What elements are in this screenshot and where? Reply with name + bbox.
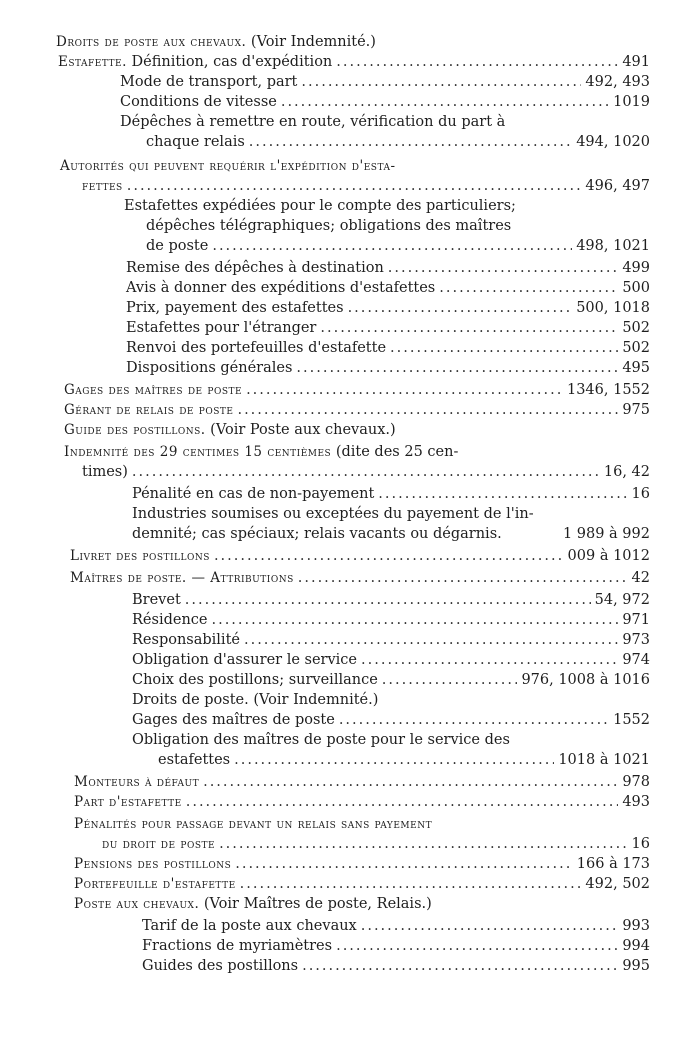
entry-label <box>132 690 378 710</box>
index-entry <box>120 112 505 132</box>
entry-label <box>64 400 233 420</box>
page-reference: 491 <box>622 54 650 70</box>
index-entry <box>74 792 650 812</box>
index-entry <box>102 834 650 854</box>
page-reference: 1552 <box>613 712 650 728</box>
entry-heading: Gages des maîtres de poste <box>132 712 335 728</box>
entry-label <box>132 650 357 670</box>
entry-label <box>64 420 396 440</box>
leader-dots <box>127 176 582 196</box>
leader-dots <box>302 956 618 976</box>
page-reference: 1 989 à 992 <box>562 526 650 542</box>
entry-heading: Autorités qui peuvent requérir l'expédition d'esta- <box>60 158 396 174</box>
entry-heading: Responsabilité <box>132 632 240 648</box>
entry-label <box>64 380 242 400</box>
index-entry <box>120 92 650 112</box>
leader-dots <box>298 568 628 588</box>
entry-label <box>74 854 231 874</box>
leader-dots <box>390 338 618 358</box>
page-reference: 494, 1020 <box>576 134 650 150</box>
entry-label <box>74 772 199 792</box>
leader-dots <box>235 854 573 874</box>
entry-note: (Voir Maîtres de poste, Relais.) <box>199 896 432 912</box>
index-entry <box>74 814 432 834</box>
leader-dots <box>320 318 618 338</box>
page-reference: 492, 493 <box>585 74 650 90</box>
leader-dots <box>378 484 627 504</box>
entry-heading: Poste aux chevaux. <box>74 896 200 912</box>
leader-dots <box>219 834 627 854</box>
entry-heading: chaque relais <box>146 134 245 150</box>
leader-dots <box>361 916 619 936</box>
entry-label <box>132 524 502 544</box>
index-entry <box>132 670 650 690</box>
entry-note: (Voir Poste aux chevaux.) <box>205 422 396 438</box>
entry-label <box>146 216 511 236</box>
entry-heading: Livret des postillons <box>70 548 210 564</box>
index-entry <box>132 690 378 710</box>
leader-dots <box>336 52 618 72</box>
index-entry <box>74 874 650 894</box>
entry-heading: Monteurs à défaut <box>74 774 200 790</box>
page-reference: 976, 1008 à 1016 <box>521 672 650 688</box>
page-reference: 16 <box>631 836 650 852</box>
index-entry <box>60 156 396 176</box>
index-entry <box>132 650 650 670</box>
entry-heading: du droit de poste <box>102 836 216 852</box>
leader-dots <box>249 132 572 152</box>
page-reference: 499 <box>622 260 650 276</box>
entry-heading: Indemnité des 29 centimes 15 centièmes <box>64 444 332 460</box>
index-entry <box>142 936 650 956</box>
entry-label <box>132 630 240 650</box>
index-entry <box>64 442 458 462</box>
entry-heading: Avis à donner des expéditions d'estafettes <box>126 280 436 296</box>
index-entry <box>132 730 510 750</box>
entry-label <box>132 730 510 750</box>
leader-dots <box>439 278 618 298</box>
index-entry <box>124 196 516 216</box>
entry-heading: Part d'estafette <box>74 794 182 810</box>
entry-label <box>158 750 230 770</box>
entry-heading: Brevet <box>132 592 181 608</box>
entry-heading: Gérant de relais de poste <box>64 402 234 418</box>
entry-heading: Guides des postillons <box>142 958 299 974</box>
entry-heading: demnité; cas spéciaux; relais vacants ou dégarnis. <box>132 526 502 542</box>
page-reference: 973 <box>622 632 650 648</box>
index-entry <box>132 524 650 544</box>
entry-heading: Tarif de la poste aux chevaux <box>142 918 357 934</box>
entry-heading: dépêches télégraphiques; obligations des maîtres <box>146 218 512 234</box>
leader-dots <box>348 298 573 318</box>
entry-label <box>70 568 294 588</box>
entry-heading: Prix, payement des estafettes <box>126 300 344 316</box>
entry-note: (dite des 25 cen- <box>331 444 459 460</box>
entry-heading: Résidence <box>132 612 208 628</box>
entry-heading: Droits de poste aux chevaux. <box>56 34 247 50</box>
entry-note: (Voir Indemnité.) <box>246 34 376 50</box>
index-entry <box>158 750 650 770</box>
index-entry <box>142 956 650 976</box>
page-reference: 16 <box>631 486 650 502</box>
entry-label <box>120 92 277 112</box>
leader-dots <box>296 358 618 378</box>
entry-label <box>132 710 335 730</box>
entry-heading: Estafettes pour l'étranger <box>126 320 317 336</box>
index-entry <box>126 258 650 278</box>
index-entry <box>132 610 650 630</box>
page-reference: 496, 497 <box>585 178 650 194</box>
entry-heading: Guide des postillons. <box>64 422 206 438</box>
entry-heading: Estafettes expédiées pour le compte des particuliers; <box>124 198 516 214</box>
index-entry <box>74 894 432 914</box>
leader-dots <box>361 650 618 670</box>
entry-heading: Droits de poste. <box>132 692 249 708</box>
page-reference: 993 <box>622 918 650 934</box>
entry-heading: Remise des dépêches à destination <box>126 260 384 276</box>
index-entry <box>126 338 650 358</box>
entry-label <box>74 792 182 812</box>
page-reference: 975 <box>622 402 650 418</box>
leader-dots <box>244 630 618 650</box>
page-reference: 495 <box>622 360 650 376</box>
index-entry <box>132 484 650 504</box>
page-reference: 500, 1018 <box>576 300 650 316</box>
entry-label <box>120 112 505 132</box>
entry-heading: Pénalités pour passage devant un relais sans payement <box>74 816 433 832</box>
entry-heading: de poste <box>146 238 209 254</box>
index-entry <box>146 132 650 152</box>
index-entry <box>64 380 650 400</box>
entry-label <box>132 504 534 524</box>
index-entry <box>58 52 650 72</box>
page-reference: 974 <box>622 652 650 668</box>
entry-note: Définition, cas d'expédition <box>126 54 333 70</box>
page-reference: 1346, 1552 <box>566 382 650 398</box>
index-entry <box>132 630 650 650</box>
leader-dots <box>132 462 600 482</box>
index-entry <box>132 590 650 610</box>
leader-dots <box>234 750 554 770</box>
entry-label <box>132 590 181 610</box>
index-entry <box>126 318 650 338</box>
leader-dots <box>301 72 581 92</box>
index-entry <box>132 710 650 730</box>
entry-label <box>124 196 516 216</box>
page-reference: 978 <box>622 774 650 790</box>
entry-heading: Industries soumises ou exceptées du payement de l'in- <box>132 506 534 522</box>
index-entry <box>146 216 511 236</box>
entry-label <box>74 894 432 914</box>
index-entry <box>126 358 650 378</box>
leader-dots <box>237 400 618 420</box>
leader-dots <box>246 380 563 400</box>
entry-label <box>132 610 207 630</box>
index-entry <box>82 176 650 196</box>
index-entry <box>64 420 396 440</box>
entry-label <box>58 52 332 72</box>
leader-dots <box>382 670 518 690</box>
index-entry <box>146 236 650 256</box>
leader-dots <box>339 710 609 730</box>
index-entry <box>82 462 650 482</box>
entry-heading: Dispositions générales <box>126 360 293 376</box>
entry-label <box>126 258 384 278</box>
entry-label <box>56 32 376 52</box>
entry-label <box>142 916 357 936</box>
leader-dots <box>212 236 572 256</box>
index-entry <box>56 32 376 52</box>
entry-heading: Obligation d'assurer le service <box>132 652 358 668</box>
entry-label <box>126 298 344 318</box>
entry-label <box>132 484 374 504</box>
entry-heading: Gages des maîtres de poste <box>64 382 243 398</box>
index-entry <box>126 278 650 298</box>
page-reference: 502 <box>622 320 650 336</box>
entry-heading: Dépêches à remettre en route, vérification du part à <box>120 114 506 130</box>
entry-label <box>146 236 208 256</box>
entry-heading: Conditions de vitesse <box>120 94 277 110</box>
entry-heading: Mode de transport, part <box>120 74 298 90</box>
entry-label <box>126 338 386 358</box>
page-reference: 1018 à 1021 <box>558 752 650 768</box>
page-reference: 1019 <box>613 94 650 110</box>
page-reference: 995 <box>622 958 650 974</box>
entry-heading: Obligation des maîtres de poste pour le service des <box>132 732 510 748</box>
entry-heading: Estafette. <box>58 54 127 70</box>
entry-label <box>64 442 458 462</box>
page-reference: 502 <box>622 340 650 356</box>
entry-label <box>146 132 245 152</box>
page-reference: 492, 502 <box>585 876 650 892</box>
index-entry <box>74 854 650 874</box>
leader-dots <box>211 610 618 630</box>
leader-dots <box>240 874 582 894</box>
index-entry <box>74 772 650 792</box>
entry-label <box>74 874 236 894</box>
page-reference: 971 <box>622 612 650 628</box>
page-reference: 994 <box>622 938 650 954</box>
index-entry <box>132 504 534 524</box>
entry-label <box>60 156 396 176</box>
entry-label <box>120 72 297 92</box>
page-reference: 166 à 173 <box>576 856 650 872</box>
index-entry <box>70 546 650 566</box>
entry-label <box>142 956 298 976</box>
index-entry <box>142 916 650 936</box>
leader-dots <box>185 590 591 610</box>
page-reference: 493 <box>622 794 650 810</box>
entry-heading: Renvoi des portefeuilles d'estafette <box>126 340 387 356</box>
page-reference: 498, 1021 <box>576 238 650 254</box>
entry-label <box>126 278 435 298</box>
leader-dots <box>281 92 609 112</box>
entry-heading: times) <box>82 464 128 480</box>
leader-dots <box>388 258 619 278</box>
page-reference: 42 <box>631 570 650 586</box>
entry-label <box>74 814 432 834</box>
entry-note: (Voir Indemnité.) <box>248 692 379 708</box>
index-entry <box>70 568 650 588</box>
entry-label <box>102 834 215 854</box>
index-entry <box>64 400 650 420</box>
entry-heading: Portefeuille d'estafette <box>74 876 236 892</box>
entry-label <box>126 358 292 378</box>
entry-heading: Maîtres de poste. — Attributions <box>70 570 294 586</box>
entry-heading: Pénalité en cas de non-payement <box>132 486 375 502</box>
leader-dots <box>203 772 618 792</box>
index-entry <box>120 72 650 92</box>
entry-label <box>82 176 123 196</box>
page-reference: 54, 972 <box>594 592 650 608</box>
entry-heading: Fractions de myriamètres <box>142 938 333 954</box>
entry-label <box>142 936 332 956</box>
entry-label <box>132 670 378 690</box>
leader-dots <box>186 792 619 812</box>
entry-heading: Choix des postillons; surveillance <box>132 672 378 688</box>
entry-label <box>126 318 316 338</box>
leader-dots <box>336 936 618 956</box>
entry-heading: fettes <box>82 178 123 194</box>
leader-dots <box>214 546 564 566</box>
page-reference: 500 <box>622 280 650 296</box>
page-reference: 16, 42 <box>603 464 650 480</box>
entry-heading: Pensions des postillons <box>74 856 232 872</box>
entry-label <box>82 462 128 482</box>
entry-heading: estafettes <box>158 752 231 768</box>
entry-label <box>70 546 210 566</box>
index-entry <box>126 298 650 318</box>
page-reference: 009 à 1012 <box>567 548 650 564</box>
